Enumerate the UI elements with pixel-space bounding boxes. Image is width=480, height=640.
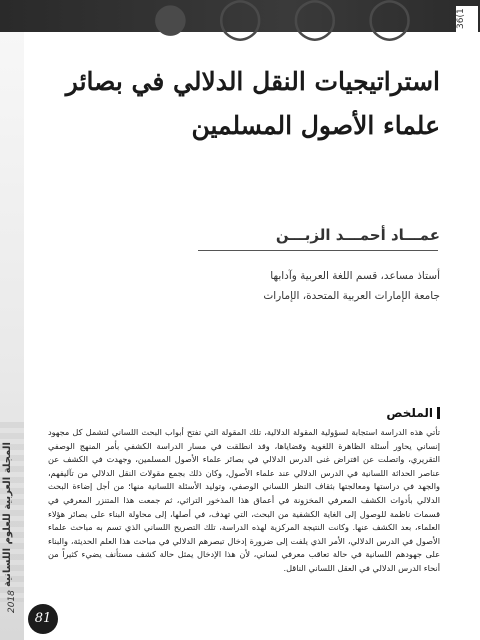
abstract-body: تأتي هذه الدراسة استجابة لسؤولية المقولة الدلالية، تلك المقولة التي تفتح أبواب البحث اللساني لتشمل كل مجهود إنساني يحاور أسئلة الظاهرة اللغوية وقضاياها، وقد انطلقت في مسار الدراسة الكشفي بأمر المنهج الوصفي التقريري، واتصلت عن افتراض غنى الدرس الدلالي في بصائر علماء الأصول المسلمين، وجهدت في الكشف عن عناصر الحداثة اللسانية في الدرس الدلالي عند علماء الأصول، وكان ذلك بجمع مقولات النقل الدلالي من تآليفهم، والجهد في دراستها ومعالجتها بثقاف النظر اللساني الوصفي، وتوليد الأسئلة اللسانية منها؛ من أجل إضاءة البحث الدلالي بأدوات الكشف المعرفي المخزونة في أعماق هذا المذخور التراثي، ثم جمعت هذا المتنزر المعرفي في قسمات ناظمة للوصول إلى الغاية الكشفية من البحث، التي تهدف، في أصلها، إلى محاولة البناء على بصائر هؤلاء العلماء، بعد الكشف عنها. وكانت النتيجة المركزية لهذه الدراسة، تلك التصريح اللساني الذي تسم به مباحث علماء الأصول في الدرس الدلالي، الأمر الذي يلفت إلى ضرورة إدخال تبصرهم الدلالي في مباحث هذا العلم الحديثة، والبناء على جهودهم اللسانية في حالة تعاقب معرفي لساني، لأن هذا الإدخال يمثل حالة كشف مستأنف يضيء كثيراً من أنحاء الدرس الدلالي في العقل اللساني الناقل. <box>48 427 440 573</box>
header-band <box>0 0 480 41</box>
affiliation-line-2: جامعة الإمارات العربية المتحدة، الإمارات <box>263 290 440 302</box>
title-line-1: استراتيجيات النقل الدلالي في بصائر <box>65 67 440 96</box>
page-number: 81 <box>28 604 58 634</box>
journal-year: 2018 <box>7 590 17 614</box>
abstract-heading-text: الملخص <box>386 406 433 420</box>
article-title <box>60 60 440 148</box>
author-name: عمـــاد أحمـــد الزبـــن <box>275 226 440 244</box>
heading-marker <box>437 407 440 419</box>
header-decoration: ● ◯ ◯ ◯ <box>153 0 420 41</box>
abstract-heading <box>386 406 440 420</box>
journal-name: المجلة العربية للعلوم اللسانية <box>2 442 13 588</box>
issue-number: 36(1 <box>456 6 478 32</box>
affiliation-line-1: أستاذ مساعد، قسم اللغة العربية وآدابها <box>270 270 440 282</box>
author-underline <box>198 250 438 251</box>
author-affiliation <box>60 266 440 306</box>
title-line-2: علماء الأصول المسلمين <box>191 111 440 140</box>
